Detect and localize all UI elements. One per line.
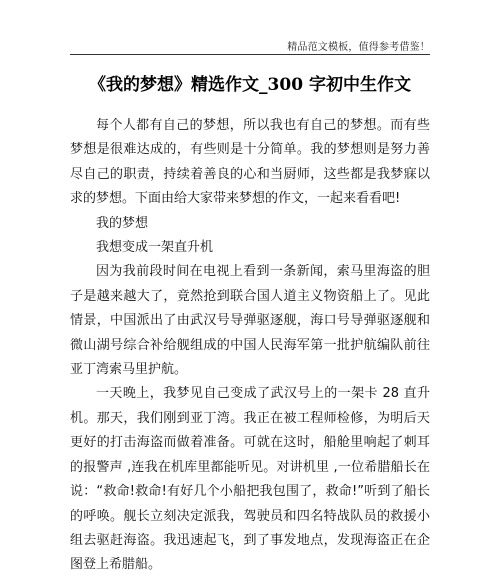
paragraph-dream: 一天晚上，我梦见自己变成了武汉号上的一架卡 28 直升机。那天，我们刚到亚丁湾。我正在被工程师检修，为明后天更好的打击海盗而做着准备。可就在这时，船舱里响起了刺耳的报警声 ,连我在机库里都能听见。对讲机里 ,一位希腊船长在说：“救命!救命!有好几个小船把我包围了，救命!”听到了船长的呼唤。舰长立刻决定派我，驾驶员和四名特战队员的救援小组去驱赶海盗。我迅速起飞，到了事发地点，发现海盗正在企图登上希腊船。 (70, 386, 430, 573)
document-title: 《我的梦想》精选作文_300 字初中生作文 (89, 75, 411, 95)
paragraph-news: 因为我前段时间在电视上看到一条新闻，索马里海盗的胆子是越来越大了，竟然抢到联合国人道主义物资船上了。见此情景，中国派出了由武汉号导弹驱逐舰，海口号导弹驱逐舰和微山湖号综合补给舰组成的中国人民海军第一批护航编队前往亚丁湾索马里护航。 (70, 264, 430, 378)
header-divider (70, 54, 430, 55)
document-body (70, 114, 430, 578)
header-note: 精品范文模板，值得参考借鉴！ (287, 42, 430, 53)
essay-heading: 我的梦想 (96, 215, 149, 231)
essay-subheading: 我想变成一架直升机 (96, 240, 214, 256)
paragraph-intro: 每个人都有自己的梦想，所以我也有自己的梦想。而有些梦想是很难达成的，有些则是十分简单。我的梦想则是努力善尽自己的职责，持续着善良的心和当厨师，这些都是我梦寐以求的梦想。下面由给大家带来梦想的作文，一起来看看吧! (70, 118, 430, 207)
